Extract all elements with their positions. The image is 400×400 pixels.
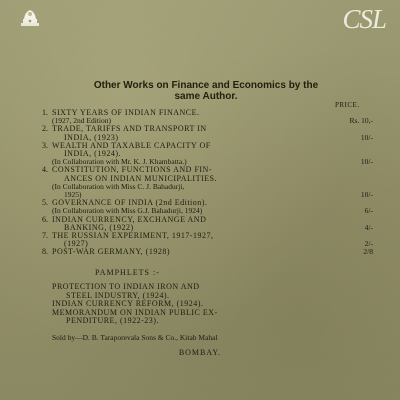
pamphlets-heading: PAMPHLETS :- xyxy=(95,268,160,277)
work-item xyxy=(30,109,375,125)
works-list xyxy=(30,109,375,257)
pamphlet-line: MEMORANDUM ON INDIAN PUBLIC EX- xyxy=(52,307,218,317)
work-title-line: SIXTY YEARS OF INDIAN FINANCE. xyxy=(52,108,200,117)
csl-library-mark: CSL xyxy=(342,4,386,34)
sold-by-line: Sold by—D. B. Taraporevala Sons & Co., Kitab Mahal xyxy=(52,333,218,342)
work-title-line: GOVERNANCE OF INDIA (2nd Edition). xyxy=(52,198,208,208)
work-item xyxy=(30,166,375,199)
work-price: 4/- xyxy=(364,222,373,232)
work-title-line: BANKING, (1922) xyxy=(64,222,134,232)
work-item xyxy=(30,125,375,141)
pamphlet-line: STEEL INDUSTRY, (1924). xyxy=(66,290,170,300)
work-price: 2/8 xyxy=(363,247,373,257)
page-heading xyxy=(36,80,376,102)
pamphlet-line: PROTECTION TO INDIAN IRON AND xyxy=(52,282,200,291)
work-price: 10/- xyxy=(360,190,373,200)
work-note-line: (In Collaboration with Miss G.J. Bahadurji, 1924) xyxy=(52,206,203,216)
work-note-line: 1925) xyxy=(64,190,82,200)
pamphlet-line: PENDITURE, (1922-23). xyxy=(66,316,159,326)
pamphlets-list xyxy=(52,283,372,326)
work-number: 1. xyxy=(42,108,48,117)
work-title-line: INDIA, (1924). xyxy=(64,149,121,159)
work-note-line: (In Collaboration with Mr. K. J. Khambatta.) xyxy=(52,157,187,167)
work-title-line: POST-WAR GERMANY, (1928) xyxy=(52,247,171,257)
work-title-line: INDIA, (1923) xyxy=(64,132,119,142)
work-price: Rs. 10,- xyxy=(349,116,373,126)
publisher-city: BOMBAY. xyxy=(178,348,222,357)
work-title-line: CONSTITUTION, FUNCTIONS AND FIN- xyxy=(52,165,212,175)
work-number: 7. xyxy=(42,231,48,241)
work-item xyxy=(30,142,375,167)
heading-line-2: same Author. xyxy=(174,91,238,102)
work-price: 10/- xyxy=(360,157,373,167)
price-column-header: PRICE. xyxy=(335,101,360,109)
work-title-line: (1927) xyxy=(64,239,89,249)
work-title-line: TRADE, TARIFFS AND TRANSPORT IN xyxy=(52,124,207,134)
work-title-line: THE RUSSIAN EXPERIMENT, 1917-1927, xyxy=(52,231,214,241)
work-item xyxy=(30,216,375,232)
work-price: 2/- xyxy=(364,239,373,249)
work-note-line: (In Collaboration with Miss C. J. Bahadurji, xyxy=(52,181,185,191)
work-number: 5. xyxy=(42,198,48,208)
work-number: 4. xyxy=(42,165,48,175)
work-title-line: INDIAN CURRENCY, EXCHANGE AND xyxy=(52,214,207,224)
heading-line-1: Other Works on Finance and Economics by the xyxy=(93,80,319,91)
work-number: 3. xyxy=(42,140,48,150)
work-item xyxy=(30,232,375,248)
work-price: 6/- xyxy=(364,206,373,216)
work-number: 2. xyxy=(42,124,48,134)
work-title-line: WEALTH AND TAXABLE CAPACITY OF xyxy=(52,140,211,150)
work-price: 10/- xyxy=(360,132,373,142)
work-number: 8. xyxy=(42,247,48,257)
pamphlet-line: INDIAN CURRENCY REFORM, (1924). xyxy=(52,299,204,309)
work-number: 6. xyxy=(42,214,48,224)
lion-capital-emblem-icon xyxy=(19,6,41,28)
work-item xyxy=(30,248,375,256)
work-note-line: (1927, 2nd Edition) xyxy=(52,116,111,126)
work-item xyxy=(30,199,375,215)
work-title-line: ANCES ON INDIAN MUNICIPALITIES. xyxy=(64,173,217,183)
